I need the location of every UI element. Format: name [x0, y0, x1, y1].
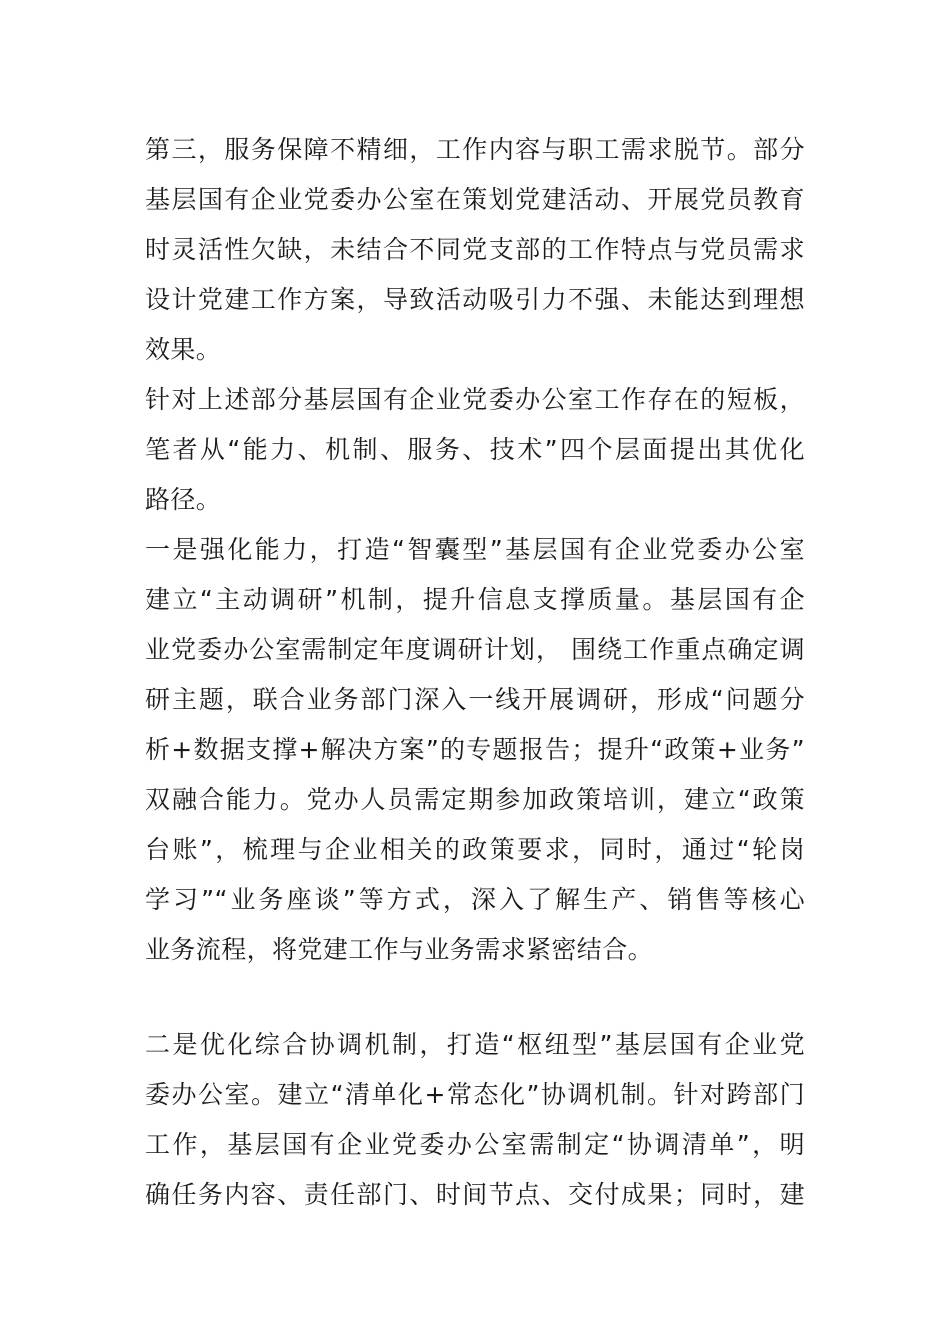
text-line: 业务流程，将党建工作与业务需求紧密结合。	[145, 935, 654, 964]
text-line: 二是优化综合协调机制，打造“枢纽型”基层国有企业党	[145, 1030, 805, 1059]
text-line: 台账”，梳理与企业相关的政策要求，同时，通过“轮岗	[145, 835, 805, 864]
text-line: 基层国有企业党委办公室在策划党建活动、开展党员教育	[145, 185, 805, 214]
text-line: 一是强化能力，打造“智囊型”基层国有企业党委办公室	[145, 535, 805, 564]
text-line: 委办公室。建立“清单化+常态化”协调机制。针对跨部门	[145, 1080, 805, 1109]
text-line: 路径。	[145, 485, 222, 514]
text-line: 学习”“业务座谈”等方式，深入了解生产、销售等核心	[145, 885, 805, 914]
text-line: 设计党建工作方案，导致活动吸引力不强、未能达到理想	[145, 285, 805, 314]
text-line: 析+数据支撑+解决方案”的专题报告；提升“政策+业务”	[145, 735, 805, 764]
text-line: 研主题，联合业务部门深入一线开展调研，形成“问题分	[145, 685, 805, 714]
text-line: 第三，服务保障不精细，工作内容与职工需求脱节。部分	[145, 135, 805, 164]
text-line: 工作，基层国有企业党委办公室需制定“协调清单”，明	[145, 1130, 805, 1159]
text-line: 双融合能力。党办人员需定期参加政策培训，建立“政策	[145, 785, 805, 814]
text-line: 效果。	[145, 335, 222, 364]
text-line: 业党委办公室需制定年度调研计划， 围绕工作重点确定调	[145, 635, 805, 664]
text-line: 建立“主动调研”机制，提升信息支撑质量。基层国有企	[145, 585, 805, 614]
text-line: 确任务内容、责任部门、时间节点、交付成果；同时，建	[145, 1180, 805, 1209]
text-line: 时灵活性欠缺，未结合不同党支部的工作特点与党员需求	[145, 235, 805, 264]
text-line: 针对上述部分基层国有企业党委办公室工作存在的短板，	[145, 385, 805, 414]
text-line: 笔者从“能力、机制、服务、技术”四个层面提出其优化	[145, 435, 805, 464]
